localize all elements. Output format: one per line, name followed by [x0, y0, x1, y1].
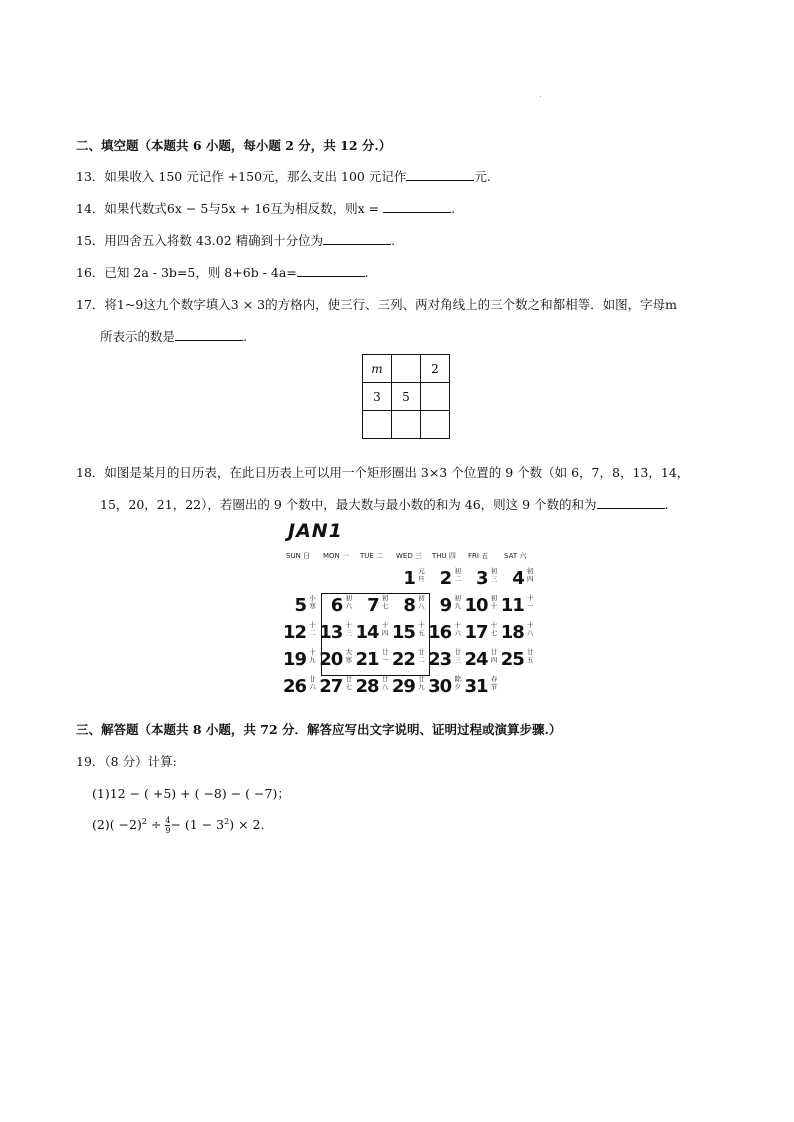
q13-tail: 元. — [474, 169, 491, 184]
lunar-date: 初三 — [490, 567, 498, 583]
lunar-date: 廿三 — [454, 648, 461, 664]
day-number: 13 — [319, 622, 343, 643]
question-18: 18．如图是某月的日历表，在此日历表上可以用一个矩形圈出 3×3 个位置的 9 个数（如 6，7，8，13，14， — [76, 465, 690, 480]
q18-answer-blank — [597, 498, 665, 509]
calendar-image — [284, 520, 538, 706]
calendar-day — [284, 618, 320, 644]
lunar-date: 十三 — [345, 621, 353, 637]
q16-text: 16．已知 2a - 3b=5，则 8+6b - 4a= — [76, 265, 297, 280]
day-number: 15 — [391, 622, 415, 643]
calendar-day — [502, 591, 538, 617]
q19-part-1: (1)12 − ( +5) + ( −8) − ( −7)； — [92, 786, 290, 801]
calendar-day — [429, 591, 465, 617]
question-14 — [76, 199, 455, 217]
lunar-date: 初十 — [490, 594, 498, 610]
q13-answer-blank — [406, 170, 474, 181]
magic-square-grid — [362, 354, 450, 439]
calendar-day — [357, 672, 393, 698]
lunar-date: 大寒 — [345, 648, 353, 664]
lunar-date: 十九 — [309, 648, 316, 664]
day-number: 25 — [500, 649, 524, 670]
lunar-date: 初二 — [454, 567, 461, 583]
calendar-day — [502, 564, 538, 590]
day-number: 1 — [403, 568, 415, 589]
lunar-date: 廿七 — [345, 675, 353, 691]
day-number: 20 — [319, 649, 343, 670]
q17-text-cont: 所表示的数是 — [100, 329, 176, 344]
weekday-label: TUE 二 — [360, 552, 384, 560]
q14-text: 14．如果代数式6x − 5与5x + 16互为相反数，则x = — [76, 201, 380, 216]
weekday-label: FRI 五 — [468, 552, 489, 560]
grid-cell — [392, 355, 421, 383]
q19-part-2-c: ) × 2. — [229, 817, 265, 832]
divide-sign: ÷ — [146, 817, 166, 832]
lunar-date: 廿五 — [527, 648, 534, 664]
section-3-title: 三、解答题（本题共 8 小题，共 72 分．解答应写出文字说明、证明过程或演算步骤.） — [76, 722, 562, 737]
lunar-date: 廿八 — [381, 675, 389, 691]
grid-cell: 3 — [363, 383, 392, 411]
day-number: 16 — [428, 622, 452, 643]
calendar-day — [429, 618, 465, 644]
calendar-day — [466, 564, 502, 590]
question-13 — [76, 167, 491, 185]
lunar-date: 十五 — [418, 621, 425, 637]
weekday-label: SUN 日 — [286, 552, 311, 560]
denominator: 9 — [165, 826, 171, 835]
calendar-days — [284, 564, 538, 704]
section-2-title: 二、填空题（本题共 6 小题，每小题 2 分，共 12 分.） — [76, 138, 392, 153]
day-number: 10 — [464, 595, 488, 616]
q13-text: 13．如果收入 150 元记作 +150元，那么支出 100 元记作 — [76, 169, 407, 184]
calendar-day — [466, 591, 502, 617]
day-number: 9 — [439, 595, 452, 616]
calendar-day — [357, 618, 393, 644]
day-number: 21 — [355, 649, 379, 670]
lunar-date: 初七 — [381, 594, 389, 610]
exponent: 2 — [141, 816, 147, 826]
day-number: 11 — [500, 595, 524, 616]
calendar-day — [466, 672, 502, 698]
calendar-day — [320, 645, 356, 671]
calendar-day — [357, 591, 393, 617]
q17-tail: . — [243, 329, 247, 344]
day-number: 7 — [367, 595, 379, 616]
lunar-date: 十六 — [454, 621, 461, 637]
calendar-day — [466, 618, 502, 644]
question-17-cont — [100, 327, 247, 345]
numerator: 4 — [165, 816, 171, 825]
weekday-label: MON 一 — [323, 552, 350, 560]
exponent: 2 — [224, 816, 230, 826]
calendar-day — [357, 645, 393, 671]
day-number: 27 — [319, 676, 343, 697]
calendar-day — [393, 591, 429, 617]
calendar-day — [320, 591, 356, 617]
lunar-date: 十四 — [381, 621, 389, 637]
calendar-title: JAN1 — [288, 520, 343, 542]
q14-answer-blank — [383, 202, 451, 213]
lunar-date: 十二 — [309, 621, 316, 637]
day-number: 26 — [282, 676, 306, 697]
calendar-day — [320, 618, 356, 644]
grid-cell — [421, 411, 450, 439]
lunar-date: 元旦 — [418, 567, 425, 583]
lunar-date: 初九 — [454, 594, 461, 610]
day-number: 31 — [464, 676, 488, 697]
grid-cell: m — [363, 355, 392, 383]
day-number: 14 — [355, 622, 379, 643]
calendar-day — [393, 564, 429, 590]
day-number: 30 — [428, 676, 452, 697]
calendar-day — [284, 672, 320, 698]
q16-tail: . — [364, 265, 369, 280]
q17-answer-blank — [175, 330, 243, 341]
calendar-day — [284, 591, 320, 617]
day-number: 18 — [500, 622, 524, 643]
day-number: 12 — [282, 622, 306, 643]
lunar-date: 廿九 — [418, 675, 425, 691]
q15-text: 15．用四舍五入将数 43.02 精确到十分位为 — [76, 233, 324, 248]
lunar-date: 春节 — [490, 675, 498, 691]
q19-part-2-a: (2)( −2) — [92, 817, 142, 832]
q15-tail: . — [391, 233, 396, 248]
weekday-label: WED 三 — [396, 552, 422, 560]
day-number: 17 — [464, 622, 488, 643]
q19-part-2 — [92, 816, 264, 835]
calendar-day — [502, 645, 538, 671]
day-number: 6 — [330, 595, 343, 616]
lunar-date: 初六 — [345, 594, 353, 610]
calendar-day — [393, 618, 429, 644]
lunar-date: 廿二 — [418, 648, 425, 664]
grid-cell: 2 — [421, 355, 450, 383]
calendar-day — [429, 672, 465, 698]
question-16 — [76, 263, 369, 281]
calendar-day — [320, 672, 356, 698]
q18-tail: . — [664, 497, 669, 512]
calendar-day — [429, 645, 465, 671]
day-number: 19 — [282, 649, 306, 670]
q18-text-cont: 15，20，21，22），若圈出的 9 个数中，最大数与最小数的和为 46，则这 9 个数的和为 — [100, 497, 597, 512]
day-number: 5 — [294, 595, 306, 616]
scan-speck — [540, 96, 541, 97]
grid-cell — [363, 411, 392, 439]
lunar-date: 小寒 — [309, 594, 316, 610]
day-number: 4 — [512, 568, 524, 589]
day-number: 28 — [355, 676, 379, 697]
day-number: 2 — [439, 568, 452, 589]
q15-answer-blank — [323, 234, 391, 245]
day-number: 3 — [475, 568, 488, 589]
calendar-day — [284, 645, 320, 671]
question-15 — [76, 231, 395, 249]
day-number: 23 — [428, 649, 452, 670]
lunar-date: 廿一 — [381, 648, 389, 664]
lunar-date: 除夕 — [454, 675, 461, 691]
grid-cell — [392, 411, 421, 439]
calendar-day — [466, 645, 502, 671]
question-18-cont — [100, 495, 669, 513]
q14-tail: . — [451, 201, 456, 216]
weekday-label: SAT 六 — [504, 552, 527, 560]
grid-cell: 5 — [392, 383, 421, 411]
grid-cell — [421, 383, 450, 411]
day-number: 22 — [391, 649, 415, 670]
calendar-day — [502, 618, 538, 644]
lunar-date: 十一 — [527, 594, 534, 610]
day-number: 29 — [391, 676, 415, 697]
lunar-date: 十七 — [490, 621, 498, 637]
q19-part-2-b: − (1 − 3 — [170, 817, 225, 832]
lunar-date: 初八 — [418, 594, 425, 610]
day-number: 24 — [464, 649, 488, 670]
lunar-date: 十八 — [527, 621, 534, 637]
lunar-date: 廿四 — [490, 648, 498, 664]
day-number: 8 — [403, 595, 415, 616]
question-19: 19．（8 分）计算: — [76, 754, 177, 769]
calendar-day — [393, 672, 429, 698]
weekday-label: THU 四 — [432, 552, 456, 560]
calendar-day — [429, 564, 465, 590]
q17-text: 17．将1~9这九个数字填入3 × 3的方格内，使三行、三列、两对角线上的三个数之和都相等．如图，字母m — [76, 297, 677, 312]
question-17 — [76, 295, 677, 313]
lunar-date: 廿六 — [309, 675, 316, 691]
calendar-day — [393, 645, 429, 671]
q16-answer-blank — [297, 266, 365, 277]
lunar-date: 初四 — [527, 567, 534, 583]
